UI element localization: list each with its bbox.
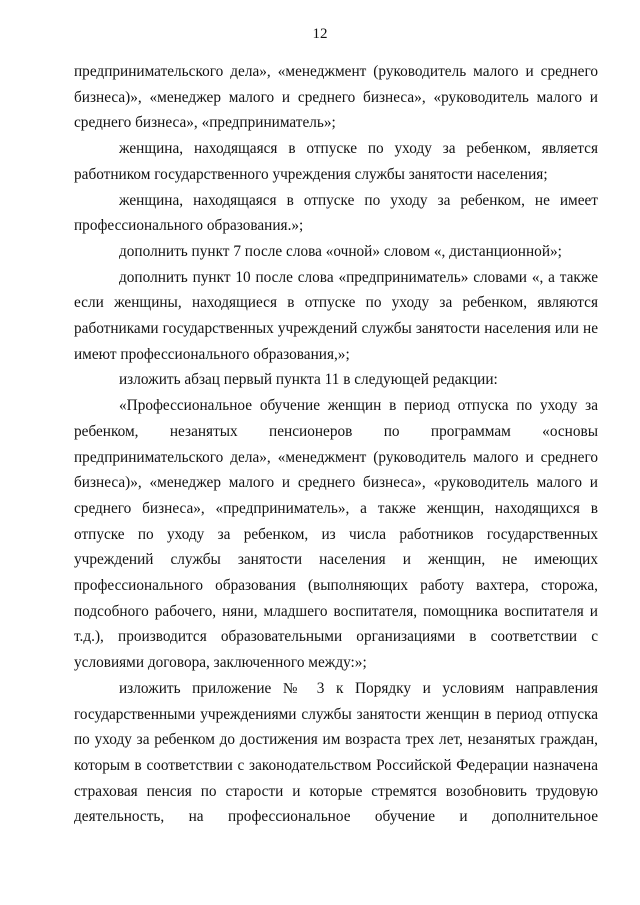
- text-line: предпринимательского дела», «менеджмент (руководитель малого и среднего: [74, 63, 598, 80]
- text-line: профессионального образования.»;: [74, 217, 304, 235]
- text-line: учреждений службы занятости населения и женщин, не имеющих: [74, 551, 598, 569]
- text-line: работниками государственных учреждений службы занятости населения или не: [74, 320, 598, 337]
- text-line: изложить абзац первый пункта 11 в следующей редакции:: [119, 371, 498, 389]
- text-line: государственными учреждениями службы занятости женщин в период отпуска: [74, 705, 598, 723]
- text-line: если женщины, находящиеся в отпуске по уходу за ребенком, являются: [74, 294, 598, 312]
- text-line: дополнить пункт 7 после слова «очной» словом «, дистанционной»;: [119, 242, 562, 260]
- text-line: условиями договора, заключенного между:»;: [74, 654, 367, 672]
- text-line: деятельность, на профессиональное обучение и дополнительное: [74, 808, 598, 826]
- text-line: ребенком, незанятых пенсионеров по программам «основы: [74, 422, 598, 440]
- text-line: которым в соответствии с законодательством Российской Федерации назначена: [74, 756, 598, 774]
- text-line: «Профессиональное обучение женщин в период отпуска по уходу за: [119, 397, 598, 415]
- text-line: предпринимательского дела», «менеджмент (руководитель малого и среднего: [74, 448, 598, 466]
- text-line: женщина, находящаяся в отпуске по уходу за ребенком, является: [119, 140, 598, 158]
- text-line: среднего бизнеса», «предприниматель», а также женщин, находящихся в: [74, 499, 598, 517]
- text-line: бизнеса)», «менеджер малого и среднего бизнеса», «руководитель малого и: [74, 474, 598, 492]
- text-line: подсобного рабочего, няни, младшего воспитателя, помощника воспитателя и: [74, 602, 598, 620]
- text-line: имеют профессионального образования,»;: [74, 345, 350, 363]
- text-line: среднего бизнеса», «предприниматель»;: [74, 114, 336, 132]
- text-line: работником государственного учреждения службы занятости населения;: [74, 165, 548, 183]
- text-line: дополнить пункт 10 после слова «предприниматель» словами «, а также: [119, 268, 598, 286]
- text-line: изложить приложение № 3 к Порядку и условиям направления: [119, 679, 598, 697]
- text-line: отпуске по уходу за ребенком, из числа работников государственных: [74, 525, 598, 543]
- text-line: женщина, находящаяся в отпуске по уходу за ребенком, не имеет: [119, 191, 598, 209]
- text-line: профессионального образования (выполняющих работу вахтера, сторожа,: [74, 577, 598, 594]
- text-line: т.д.), производится образовательными организациями в соответствии с: [74, 628, 598, 646]
- text-line: по уходу за ребенком до достижения им возраста трех лет, незанятых граждан,: [74, 731, 598, 749]
- text-line: бизнеса)», «менеджер малого и среднего бизнеса», «руководитель малого и: [74, 88, 598, 106]
- text-line: страховая пенсия по старости и которые стремятся возобновить трудовую: [74, 782, 598, 800]
- page-number: 12: [312, 26, 328, 42]
